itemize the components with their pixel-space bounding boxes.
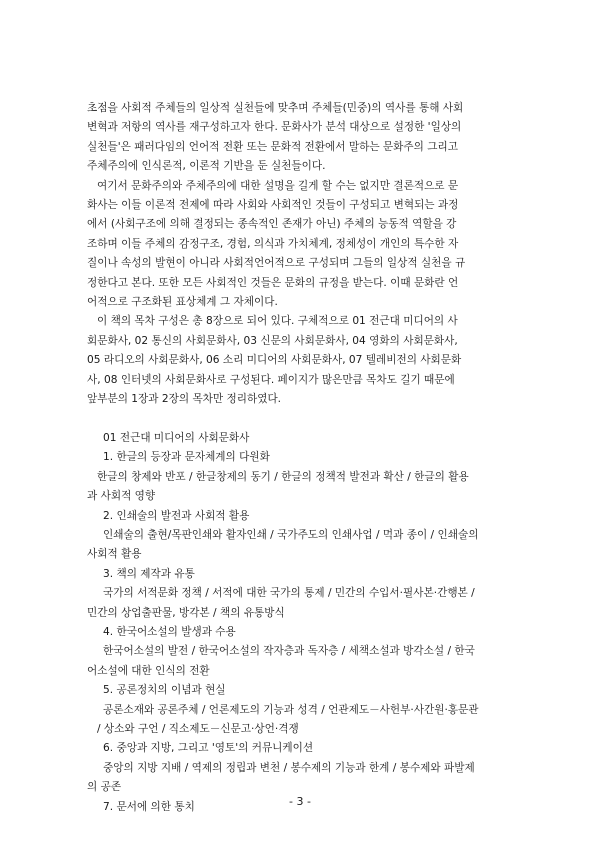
text-line: 질이나 속성의 발현이 아니라 사회적언어적으로 구성되며 그들의 일상적 실천을 규 [87,257,466,270]
text-line: 한글의 창제와 반포 / 한글창제의 동기 / 한글의 정책적 발전과 확산 / 한글의 활용 [97,470,469,483]
body-text [87,99,520,817]
text-line: 조하며 이들 주체의 감정구조, 경험, 의식과 가치체계, 정체성이 개인의 특수한 자 [87,237,459,250]
text-line: 국가의 서적문화 정책 / 서적에 대한 국가의 통제 / 민간의 수입서·필사본·간행본 / [103,587,475,600]
text-line: 화사는 이들 이론적 전제에 따라 사회와 사회적인 것들이 구성되고 변혁되는 과정 [87,199,459,212]
text-line: 인쇄술의 출현/목판인쇄와 활자인쇄 / 국가주도의 인쇄사업 / 먹과 종이 / 인쇄술의 [103,528,479,541]
text-line: 여기서 문화주의와 주체주의에 대한 설명을 길게 할 수는 없지만 결론적으로 문 [97,179,459,192]
text-line: 4. 한국어소설의 발생과 수용 [103,625,236,638]
text-line: 어적으로 구조화된 표상체계 그 자체이다. [87,296,278,309]
text-line: 이 책의 목차 구성은 총 8장으로 되어 있다. 구체적으로 01 전근대 미디어의 사 [97,315,458,328]
text-line: 의 공존 [87,781,122,794]
text-line: 중앙의 지방 지배 / 역제의 정립과 변천 / 봉수제의 기능과 한계 / 봉수제와 파발제 [103,761,475,774]
text-line: 05 라디오의 사회문화사, 06 소리 미디어의 사회문화사, 07 텔레비전의 사회문화 [87,354,462,367]
text-line: 사회적 활용 [87,548,142,561]
text-line: / 상소와 구언 / 직소제도－신문고·상언·격쟁 [97,722,299,735]
text-line: 앞부분의 1장과 2장의 목차만 정리하였다. [87,393,282,406]
text-line: 2. 인쇄술의 발전과 사회적 활용 [103,509,250,522]
text-line: 한국어소설의 발전 / 한국어소설의 작자층과 독자층 / 세책소설과 방각소설 / 한국 [103,645,475,658]
text-line: 7. 문서에 의한 통치 [103,800,195,813]
text-line: 과 사회적 영향 [87,490,156,503]
text-line: 주체주의에 인식론적, 이론적 기반을 둔 실천들이다. [87,160,326,173]
text-line: 3. 책의 제작과 유통 [103,567,195,580]
text-line: 5. 공론정치의 이념과 현실 [103,684,226,697]
text-line: 초점을 사회적 주체들의 일상적 실천들에 맞추며 주체들(민중)의 역사를 통해 사회 [87,102,464,114]
blank-line [87,410,520,429]
text-line: 사, 08 인터넷의 사회문화사로 구성된다. 페이지가 많은만큼 목차도 길기 때문에 [87,373,455,386]
page-number: - 3 - [289,795,311,808]
text-line: 회문화사, 02 통신의 사회문화사, 03 신문의 사회문화사, 04 영화의 사회문화사, [87,334,458,347]
text-line: 어소설에 대한 인식의 전환 [87,664,210,677]
text-line: 6. 중앙과 지방, 그리고 '영토'의 커뮤니케이션 [103,742,314,755]
text-line: 공론소재와 공론주체 / 언론제도의 기능과 성격 / 언관제도－사헌부·사간원·홍문관 [103,703,479,716]
text-line: 정한다고 본다. 또한 모든 사회적인 것들은 문화의 규정을 받는다. 이때 문화란 언 [87,276,459,289]
text-line: 민간의 상업출판물, 방각본 / 책의 유통방식 [87,606,285,619]
text-line: 변혁과 저항의 역사를 재구성하고자 한다. 문화사가 분석 대상으로 설정한 '일상의 [87,121,462,134]
text-line: 에서 (사회구조에 의해 결정되는 종속적인 존재가 아닌) 주체의 능동적 역할을 강 [87,218,457,231]
text-line: 1. 한글의 등장과 문자체계의 다원화 [103,451,270,464]
text-line: 01 전근대 미디어의 사회문화사 [103,431,250,444]
text-line: 실천들'은 패러다임의 언어적 전환 또는 문화적 전환에서 말하는 문화주의 그리고 [87,140,458,153]
